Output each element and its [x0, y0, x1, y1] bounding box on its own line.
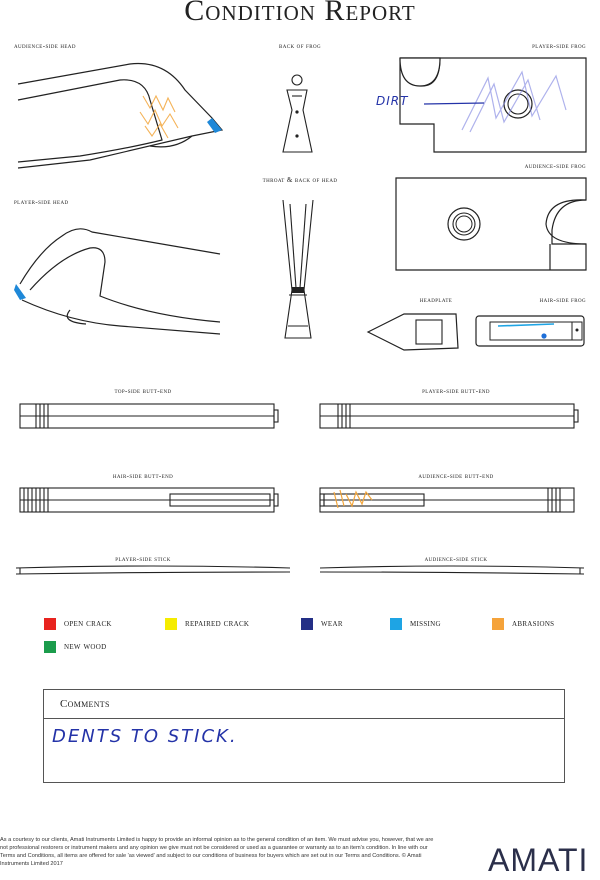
comments-box[interactable]: [43, 689, 565, 783]
label-player-side-butt-end: player-side butt-end: [422, 387, 490, 395]
label-audience-side-butt-end: audience-side butt-end: [418, 472, 494, 480]
label-audience-side-frog: audience-side frog: [524, 162, 586, 170]
dirt-annotation: DIRT: [376, 94, 409, 108]
label-player-side-frog: player-side frog: [532, 42, 586, 50]
swatch-missing: [390, 618, 402, 630]
comments-heading: Comments: [44, 690, 564, 719]
label-throat-back-of-head: throat & back of head: [262, 176, 338, 184]
abrasion-marks-butt: [334, 490, 372, 508]
legend-abrasions: abrasions: [492, 618, 554, 630]
label-hair-side-butt-end: hair-side butt-end: [112, 472, 174, 480]
label-headplate: headplate: [419, 296, 453, 304]
label-audience-side-stick: audience-side stick: [424, 555, 488, 563]
legend-wear: wear: [301, 618, 343, 630]
label-audience-side-head: audience-side head: [14, 42, 76, 50]
legend-new-wood: new wood: [44, 641, 107, 653]
swatch-repaired-crack: [165, 618, 177, 630]
label-back-of-frog: back of frog: [279, 42, 321, 50]
swatch-abrasions: [492, 618, 504, 630]
amati-logo: AMATI: [488, 842, 589, 878]
legend-open-crack: open crack: [44, 618, 112, 630]
swatch-wear: [301, 618, 313, 630]
label-player-side-head: player-side head: [14, 198, 69, 206]
comments-text: DENTS TO STICK.: [52, 726, 238, 747]
legend-repaired-crack: repaired crack: [165, 618, 249, 630]
label-hair-side-frog: hair-side frog: [539, 296, 586, 304]
label-top-side-butt-end: top-side butt-end: [114, 387, 172, 395]
footer-disclaimer: As a courtesy to our clients, Amati Instruments Limited is happy to provide an informal opinion as to the general condition of an item. We must advise you, however, that we are not professional restorers or instrument makers and any opinion we give must not be considered or used as a guarantee or warranty as to an item's condition. In line with our Terms and Conditions, all items are offered for sale 'as viewed' and subject to our conditions of business for buyers which are set out in our Terms and Conditions. © Amati Instruments Limited 2017: [0, 837, 434, 867]
swatch-new-wood: [44, 641, 56, 653]
legend-missing: missing: [390, 618, 441, 630]
swatch-open-crack: [44, 618, 56, 630]
page-title: Condition Report: [184, 0, 416, 27]
label-player-side-stick: player-side stick: [115, 555, 171, 563]
